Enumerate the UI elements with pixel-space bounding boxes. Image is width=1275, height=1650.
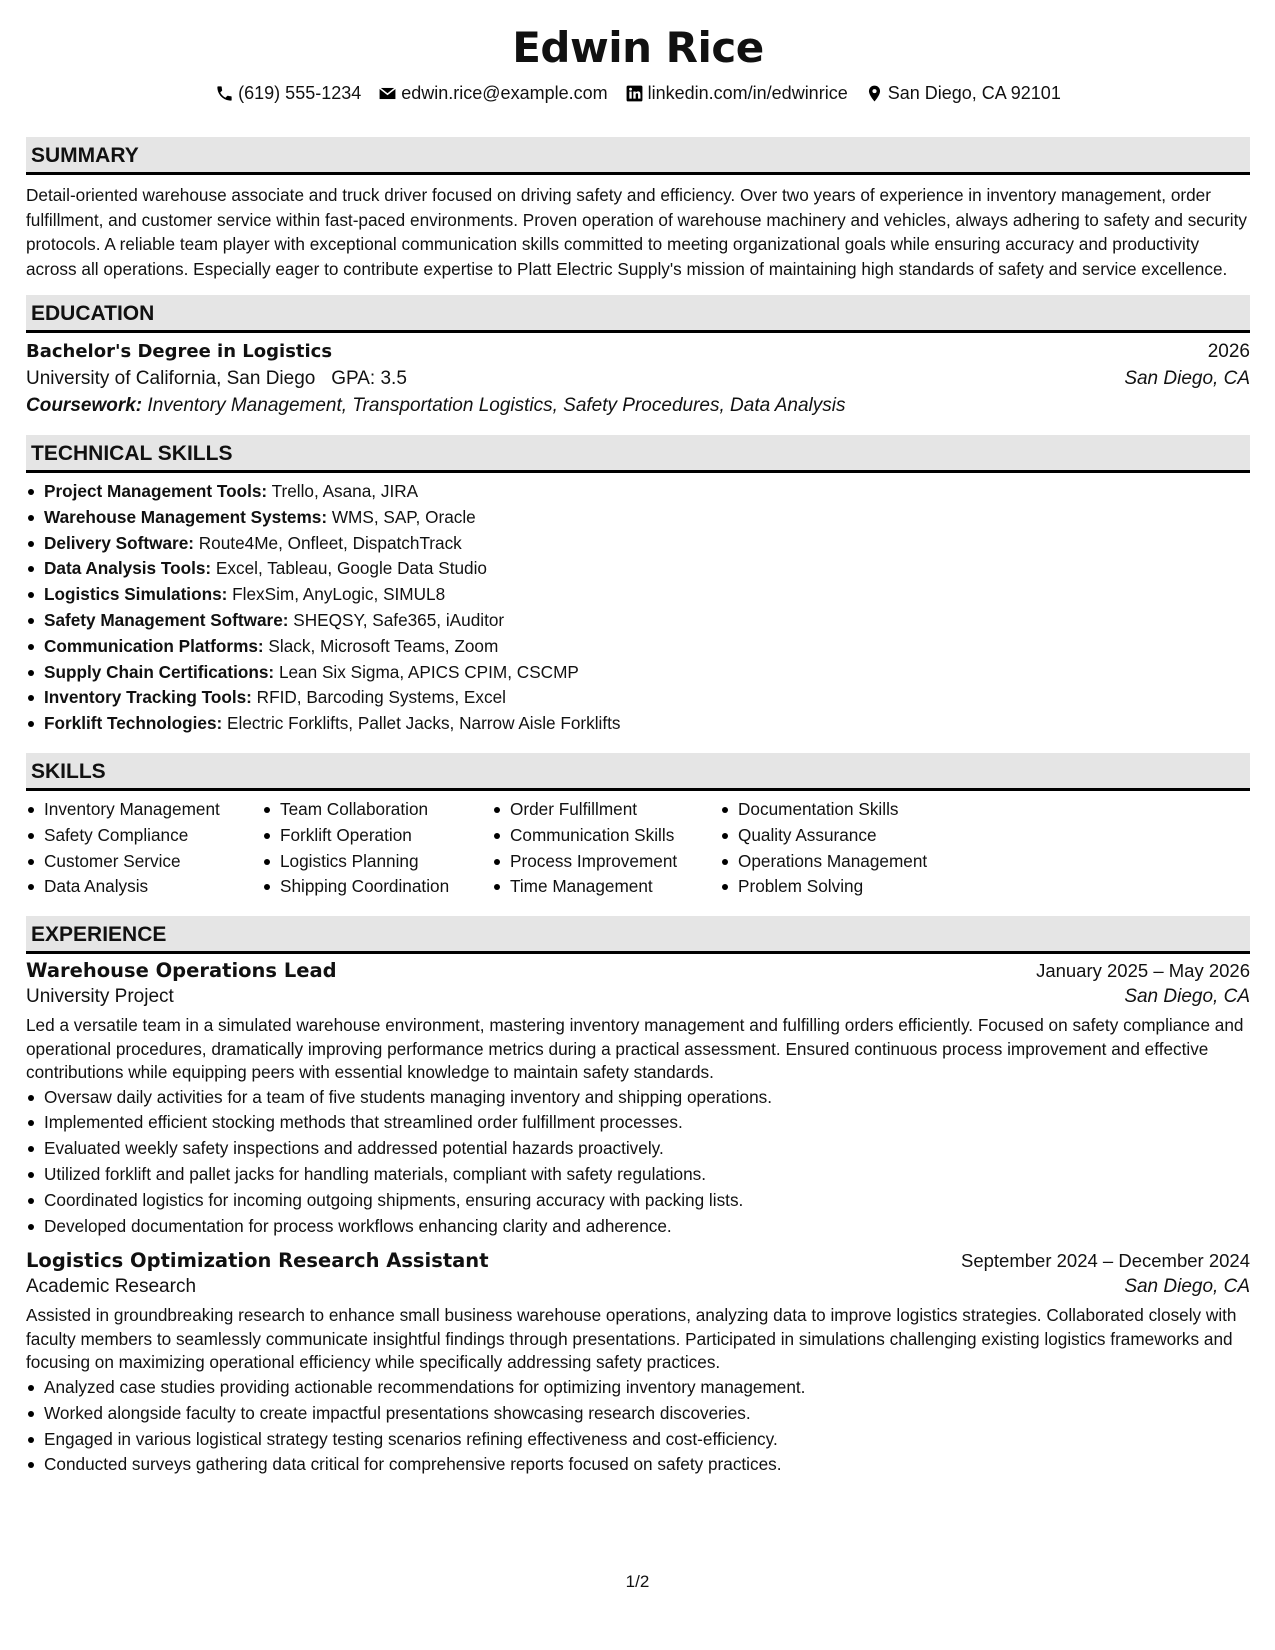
school-line bbox=[26, 368, 407, 390]
linkedin-icon bbox=[625, 84, 644, 103]
list-item: Supply Chain Certifications: Lean Six Sigma, APICS CPIM, CSCMP bbox=[44, 660, 1250, 686]
list-item: Forklift Operation bbox=[280, 823, 492, 849]
list-item: Forklift Technologies: Electric Forklifts, Pallet Jacks, Narrow Aisle Forklifts bbox=[44, 711, 1250, 737]
phone-text: (619) 555-1234 bbox=[238, 82, 362, 103]
summary-text: Detail-oriented warehouse associate and truck driver focused on driving safety and efficiency. Over two years of experience in inventory management, order fulfillment, and customer service within fast-paced environments. Proven operation of warehouse machinery and vehicles, always adhering to safety and security protocols. A reliable team player with exceptional communication skills committed to meeting organizational goals while ensuring accuracy and productivity across all operations. Especially eager to contribute expertise to Platt Electric Supply's mission of maintaining high standards of safety and service excellence. bbox=[26, 185, 1247, 279]
gpa: GPA: 3.5 bbox=[331, 368, 407, 389]
job-entry bbox=[26, 1249, 1250, 1478]
contact-phone[interactable] bbox=[215, 83, 361, 104]
list-item: Oversaw daily activities for a team of five students managing inventory and shipping operations. bbox=[44, 1085, 1250, 1111]
summary-section bbox=[26, 137, 1250, 281]
section-heading: SUMMARY bbox=[26, 137, 1250, 175]
list-item: Process Improvement bbox=[510, 849, 720, 875]
email-text: edwin.rice@example.com bbox=[401, 82, 608, 103]
skills-column bbox=[262, 797, 492, 900]
list-item: Operations Management bbox=[738, 849, 978, 875]
contact-location bbox=[865, 83, 1061, 104]
list-item: Conducted surveys gathering data critical for comprehensive reports focused on safety practices. bbox=[44, 1452, 1250, 1478]
phone-icon bbox=[215, 84, 234, 103]
list-item: Logistics Planning bbox=[280, 849, 492, 875]
job-location: San Diego, CA bbox=[1124, 1276, 1250, 1298]
skills-column bbox=[492, 797, 720, 900]
resume-page bbox=[26, 0, 1250, 1478]
list-item: Developed documentation for process workflows enhancing clarity and adherence. bbox=[44, 1214, 1250, 1240]
job-bullets bbox=[26, 1085, 1250, 1240]
skills-grid bbox=[26, 797, 1250, 900]
graduation-year: 2026 bbox=[1207, 341, 1250, 362]
job-dates: September 2024 – December 2024 bbox=[961, 1250, 1250, 1272]
section-heading: TECHNICAL SKILLS bbox=[26, 435, 1250, 473]
list-item: Data Analysis bbox=[44, 874, 262, 900]
experience-section bbox=[26, 916, 1250, 1478]
coursework-line bbox=[26, 395, 1250, 417]
job-bullets bbox=[26, 1375, 1250, 1478]
contact-line bbox=[26, 80, 1250, 106]
page-number: 1/2 bbox=[625, 1572, 650, 1591]
list-item: Warehouse Management Systems: WMS, SAP, Oracle bbox=[44, 505, 1250, 531]
job-organization: University Project bbox=[26, 986, 174, 1008]
contact-email[interactable] bbox=[378, 83, 607, 104]
list-item: Worked alongside faculty to create impactful presentations showcasing research discoveries. bbox=[44, 1401, 1250, 1427]
list-item: Time Management bbox=[510, 874, 720, 900]
list-item: Inventory Management bbox=[44, 797, 262, 823]
job-description: Led a versatile team in a simulated warehouse environment, mastering inventory management and fulfilling orders efficiently. Focused on safety compliance and operational procedures, dramatically improving performance metrics during a practical assessment. Ensured continuous process improvement and effective contributions while equipping peers with essential knowledge to maintain safety standards. bbox=[26, 1015, 1244, 1083]
coursework-label: Coursework: bbox=[26, 395, 143, 416]
list-item: Delivery Software: Route4Me, Onfleet, DispatchTrack bbox=[44, 531, 1250, 557]
map-pin-icon bbox=[865, 84, 884, 103]
linkedin-text: linkedin.com/in/edwinrice bbox=[647, 82, 848, 103]
list-item: Safety Management Software: SHEQSY, Safe365, iAuditor bbox=[44, 608, 1250, 634]
coursework-list: Inventory Management, Transportation Logistics, Safety Procedures, Data Analysis bbox=[147, 395, 846, 416]
job-location: San Diego, CA bbox=[1124, 986, 1250, 1008]
list-item: Customer Service bbox=[44, 849, 262, 875]
list-item: Quality Assurance bbox=[738, 823, 978, 849]
candidate-name: Edwin Rice bbox=[512, 23, 764, 72]
section-heading: SKILLS bbox=[26, 753, 1250, 791]
list-item: Problem Solving bbox=[738, 874, 978, 900]
technical-skills-section bbox=[26, 435, 1250, 737]
list-item: Logistics Simulations: FlexSim, AnyLogic, SIMUL8 bbox=[44, 582, 1250, 608]
job-title: Warehouse Operations Lead bbox=[26, 959, 337, 983]
list-item: Documentation Skills bbox=[738, 797, 978, 823]
list-item: Utilized forklift and pallet jacks for handling materials, compliant with safety regulations. bbox=[44, 1162, 1250, 1188]
list-item: Project Management Tools: Trello, Asana, JIRA bbox=[44, 479, 1250, 505]
section-heading: EDUCATION bbox=[26, 295, 1250, 333]
contact-linkedin[interactable] bbox=[625, 83, 848, 104]
school-name: University of California, San Diego bbox=[26, 368, 316, 389]
job-dates: January 2025 – May 2026 bbox=[1036, 960, 1250, 982]
job-title: Logistics Optimization Research Assistant bbox=[26, 1249, 489, 1273]
list-item: Data Analysis Tools: Excel, Tableau, Google Data Studio bbox=[44, 556, 1250, 582]
list-item: Shipping Coordination bbox=[280, 874, 492, 900]
list-item: Analyzed case studies providing actionable recommendations for optimizing inventory management. bbox=[44, 1375, 1250, 1401]
skills-column bbox=[26, 797, 262, 900]
envelope-icon bbox=[378, 84, 397, 103]
skills-section bbox=[26, 753, 1250, 900]
list-item: Communication Platforms: Slack, Microsoft Teams, Zoom bbox=[44, 634, 1250, 660]
technical-skills-list bbox=[26, 479, 1250, 737]
list-item: Evaluated weekly safety inspections and addressed potential hazards proactively. bbox=[44, 1136, 1250, 1162]
list-item: Communication Skills bbox=[510, 823, 720, 849]
skills-column bbox=[720, 797, 978, 900]
list-item: Safety Compliance bbox=[44, 823, 262, 849]
list-item: Order Fulfillment bbox=[510, 797, 720, 823]
list-item: Implemented efficient stocking methods that streamlined order fulfillment processes. bbox=[44, 1110, 1250, 1136]
degree-title: Bachelor's Degree in Logistics bbox=[26, 341, 333, 362]
job-entry bbox=[26, 959, 1250, 1239]
section-heading: EXPERIENCE bbox=[26, 916, 1250, 954]
job-organization: Academic Research bbox=[26, 1276, 197, 1298]
list-item: Team Collaboration bbox=[280, 797, 492, 823]
education-section bbox=[26, 295, 1250, 417]
school-location: San Diego, CA bbox=[1124, 368, 1250, 389]
location-text: San Diego, CA 92101 bbox=[887, 82, 1061, 103]
list-item: Coordinated logistics for incoming outgoing shipments, ensuring accuracy with packing lists. bbox=[44, 1188, 1250, 1214]
list-item: Inventory Tracking Tools: RFID, Barcoding Systems, Excel bbox=[44, 685, 1250, 711]
list-item: Engaged in various logistical strategy testing scenarios refining effectiveness and cost-efficiency. bbox=[44, 1427, 1250, 1453]
job-description: Assisted in groundbreaking research to enhance small business warehouse operations, analyzing data to improve logistics strategies. Collaborated closely with faculty members to seamlessly communicate insightful findings through presentations. Participated in simulations challenging existing logistics frameworks and focusing on maximizing operational efficiency while specifically addressing safety practices. bbox=[26, 1305, 1237, 1373]
